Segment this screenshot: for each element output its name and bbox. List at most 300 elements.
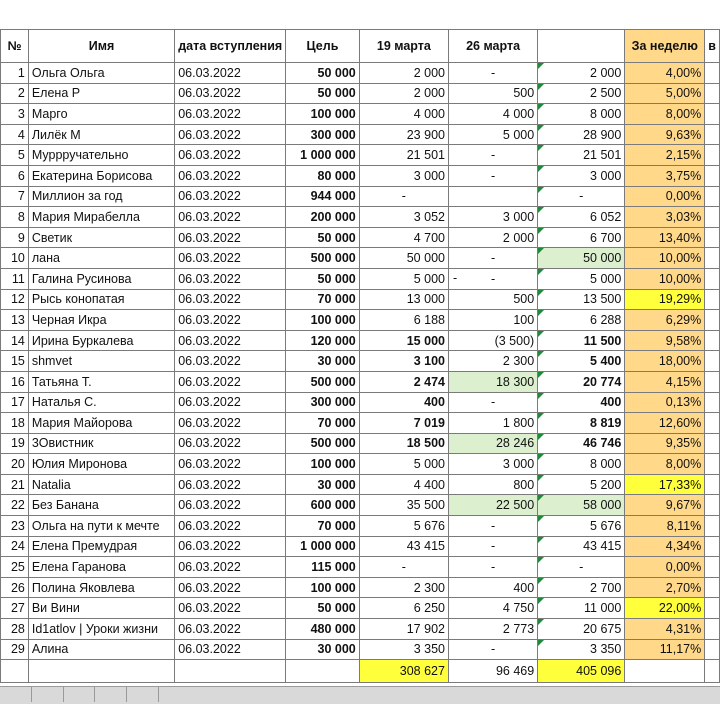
name-cell[interactable]: Алина (28, 639, 174, 660)
cut-cell[interactable] (705, 289, 720, 310)
cut-cell[interactable] (705, 351, 720, 372)
date-cell[interactable]: 06.03.2022 (175, 227, 286, 248)
cut-cell[interactable] (705, 371, 720, 392)
cut-cell[interactable] (705, 660, 720, 683)
empty-cell[interactable] (625, 660, 705, 683)
march19-cell[interactable]: 35 500 (359, 495, 448, 516)
name-cell[interactable]: Полина Яковлева (28, 577, 174, 598)
row-number-cell[interactable]: 25 (1, 557, 29, 578)
cut-cell[interactable] (705, 330, 720, 351)
table-row (1, 289, 720, 310)
march26-cell[interactable] (448, 186, 537, 207)
cut-cell[interactable] (705, 268, 720, 289)
march19-cell[interactable]: 2 474 (359, 371, 448, 392)
total-cell[interactable]: 2 500 (538, 83, 625, 104)
total-cell[interactable]: 2 700 (538, 577, 625, 598)
total-cell[interactable]: 6 052 (538, 207, 625, 228)
table-row (1, 330, 720, 351)
name-cell[interactable]: 3Овистник (28, 433, 174, 454)
table-row (1, 83, 720, 104)
date-cell[interactable]: 06.03.2022 (175, 63, 286, 84)
total-cell[interactable]: 3 000 (538, 165, 625, 186)
total-cell[interactable]: 58 000 (538, 495, 625, 516)
cut-cell[interactable] (705, 536, 720, 557)
header-goal[interactable]: Цель (286, 30, 360, 63)
date-cell[interactable]: 06.03.2022 (175, 145, 286, 166)
row-number-cell[interactable]: 12 (1, 289, 29, 310)
cut-cell[interactable] (705, 639, 720, 660)
header-name[interactable]: Имя (28, 30, 174, 63)
goal-cell[interactable]: 50 000 (286, 598, 360, 619)
total-cell[interactable]: 8 000 (538, 454, 625, 475)
row-number-cell[interactable]: 11 (1, 268, 29, 289)
week-percent-cell[interactable]: 4,15% (625, 371, 705, 392)
row-number-cell[interactable]: 7 (1, 186, 29, 207)
goal-cell[interactable]: 30 000 (286, 474, 360, 495)
name-cell[interactable]: Екатерина Борисова (28, 165, 174, 186)
cut-cell[interactable] (705, 474, 720, 495)
date-cell[interactable]: 06.03.2022 (175, 289, 286, 310)
march19-cell[interactable]: 5 676 (359, 516, 448, 537)
sheet-tab[interactable] (0, 687, 32, 702)
total-cell[interactable]: 2 000 (538, 63, 625, 84)
name-cell[interactable]: Ольга на пути к мечте (28, 516, 174, 537)
table-row (1, 351, 720, 372)
week-percent-cell[interactable]: 0,13% (625, 392, 705, 413)
table-row (1, 145, 720, 166)
name-cell[interactable]: Ирина Буркалева (28, 330, 174, 351)
week-percent-cell[interactable]: 4,00% (625, 63, 705, 84)
total-cell[interactable]: 21 501 (538, 145, 625, 166)
date-cell[interactable]: 06.03.2022 (175, 330, 286, 351)
week-percent-cell[interactable]: 11,17% (625, 639, 705, 660)
row-number-cell[interactable]: 28 (1, 619, 29, 640)
march19-cell[interactable]: 3 000 (359, 165, 448, 186)
goal-cell[interactable]: 50 000 (286, 227, 360, 248)
march19-cell[interactable]: 43 415 (359, 536, 448, 557)
row-number-cell[interactable]: 27 (1, 598, 29, 619)
march26-cell[interactable]: - (448, 63, 537, 84)
week-percent-cell[interactable]: 3,75% (625, 165, 705, 186)
date-cell[interactable]: 06.03.2022 (175, 413, 286, 434)
goal-cell[interactable]: 300 000 (286, 392, 360, 413)
header-row (1, 30, 720, 63)
date-cell[interactable]: 06.03.2022 (175, 186, 286, 207)
date-cell[interactable]: 06.03.2022 (175, 495, 286, 516)
march19-cell[interactable]: 18 500 (359, 433, 448, 454)
week-percent-cell[interactable]: 8,11% (625, 516, 705, 537)
total-cell[interactable]: 6 700 (538, 227, 625, 248)
total-cell[interactable]: 5 000 (538, 268, 625, 289)
march26-cell[interactable]: (3 500) (448, 330, 537, 351)
date-cell[interactable]: 06.03.2022 (175, 433, 286, 454)
cut-cell[interactable] (705, 310, 720, 331)
march26-cell[interactable]: 800 (448, 474, 537, 495)
march19-cell[interactable]: - (359, 186, 448, 207)
name-cell[interactable]: Id1atlov | Уроки жизни (28, 619, 174, 640)
cut-cell[interactable] (705, 145, 720, 166)
date-cell[interactable]: 06.03.2022 (175, 516, 286, 537)
name-cell[interactable]: Natalia (28, 474, 174, 495)
header-19-march[interactable]: 19 марта (359, 30, 448, 63)
march19-cell[interactable]: 13 000 (359, 289, 448, 310)
cut-cell[interactable] (705, 248, 720, 269)
name-cell[interactable]: Мария Мирабелла (28, 207, 174, 228)
cut-cell[interactable] (705, 124, 720, 145)
row-number-cell[interactable]: 6 (1, 165, 29, 186)
table-row (1, 63, 720, 84)
march19-cell[interactable]: 50 000 (359, 248, 448, 269)
goal-cell[interactable]: 200 000 (286, 207, 360, 228)
goal-cell[interactable]: 1 000 000 (286, 145, 360, 166)
row-number-cell[interactable]: 24 (1, 536, 29, 557)
march19-cell[interactable]: 4 700 (359, 227, 448, 248)
goal-cell[interactable]: 30 000 (286, 639, 360, 660)
march26-cell[interactable]: 2 000 (448, 227, 537, 248)
row-number-cell[interactable]: 9 (1, 227, 29, 248)
table-row (1, 516, 720, 537)
row-number-cell[interactable]: 1 (1, 63, 29, 84)
date-cell[interactable]: 06.03.2022 (175, 598, 286, 619)
header-week[interactable]: За неделю (625, 30, 705, 63)
march19-cell[interactable]: 3 350 (359, 639, 448, 660)
table-row (1, 598, 720, 619)
name-cell[interactable]: Елена Гаранова (28, 557, 174, 578)
total-cell[interactable]: 46 746 (538, 433, 625, 454)
table-row (1, 495, 720, 516)
cut-cell[interactable] (705, 227, 720, 248)
goal-cell[interactable]: 600 000 (286, 495, 360, 516)
march19-cell[interactable]: 21 501 (359, 145, 448, 166)
sheet-tabs-bar (0, 686, 720, 704)
march19-cell[interactable]: 5 000 (359, 454, 448, 475)
march19-cell[interactable]: 400 (359, 392, 448, 413)
table-row (1, 227, 720, 248)
empty-cell[interactable] (286, 660, 360, 683)
week-percent-cell[interactable]: 0,00% (625, 186, 705, 207)
march26-cell[interactable]: 3 000 (448, 207, 537, 228)
total-cell[interactable]: 11 500 (538, 330, 625, 351)
cut-cell[interactable] (705, 557, 720, 578)
date-cell[interactable]: 06.03.2022 (175, 392, 286, 413)
week-percent-cell[interactable]: 18,00% (625, 351, 705, 372)
week-percent-cell[interactable]: 9,67% (625, 495, 705, 516)
sheet-tab[interactable] (127, 687, 159, 702)
row-number-cell[interactable]: 23 (1, 516, 29, 537)
march19-cell[interactable]: 3 100 (359, 351, 448, 372)
march26-cell[interactable]: 5 000 (448, 124, 537, 145)
week-percent-cell[interactable]: 4,34% (625, 536, 705, 557)
total-cell[interactable]: 8 000 (538, 104, 625, 125)
week-percent-cell[interactable]: 0,00% (625, 557, 705, 578)
goal-cell[interactable]: 70 000 (286, 289, 360, 310)
week-percent-cell[interactable]: 13,40% (625, 227, 705, 248)
goal-cell[interactable]: 50 000 (286, 63, 360, 84)
name-cell[interactable]: Елена Р (28, 83, 174, 104)
date-cell[interactable]: 06.03.2022 (175, 639, 286, 660)
march26-cell[interactable]: 100 (448, 310, 537, 331)
row-number-cell[interactable]: 29 (1, 639, 29, 660)
week-percent-cell[interactable]: 2,15% (625, 145, 705, 166)
header-26-march[interactable]: 26 марта (448, 30, 537, 63)
march26-cell[interactable]: 1 800 (448, 413, 537, 434)
cut-cell[interactable] (705, 577, 720, 598)
name-cell[interactable]: shmvet (28, 351, 174, 372)
march19-cell[interactable]: 4 000 (359, 104, 448, 125)
cut-cell[interactable] (705, 598, 720, 619)
goal-cell[interactable]: 944 000 (286, 186, 360, 207)
total-cell[interactable]: 8 819 (538, 413, 625, 434)
march19-cell[interactable]: 4 400 (359, 474, 448, 495)
total-cell[interactable]: 3 350 (538, 639, 625, 660)
march26-cell[interactable]: - (448, 248, 537, 269)
week-percent-cell[interactable]: 19,29% (625, 289, 705, 310)
total-march19-cell[interactable]: 308 627 (359, 660, 448, 683)
row-number-cell[interactable]: 10 (1, 248, 29, 269)
row-number-cell[interactable]: 4 (1, 124, 29, 145)
goal-cell[interactable]: 50 000 (286, 268, 360, 289)
march26-cell[interactable] (448, 268, 537, 289)
name-cell[interactable]: Ви Вини (28, 598, 174, 619)
week-percent-cell[interactable]: 8,00% (625, 104, 705, 125)
date-cell[interactable]: 06.03.2022 (175, 104, 286, 125)
date-cell[interactable]: 06.03.2022 (175, 83, 286, 104)
date-cell[interactable]: 06.03.2022 (175, 536, 286, 557)
cut-cell[interactable] (705, 83, 720, 104)
name-cell[interactable]: лана (28, 248, 174, 269)
cut-cell[interactable] (705, 104, 720, 125)
week-percent-cell[interactable]: 22,00% (625, 598, 705, 619)
march26-cell[interactable]: 28 246 (448, 433, 537, 454)
week-percent-cell[interactable]: 3,03% (625, 207, 705, 228)
goal-cell[interactable]: 480 000 (286, 619, 360, 640)
march19-cell[interactable]: 6 188 (359, 310, 448, 331)
name-cell[interactable]: Мария Майорова (28, 413, 174, 434)
goal-cell[interactable]: 70 000 (286, 516, 360, 537)
week-percent-cell[interactable]: 4,31% (625, 619, 705, 640)
cut-cell[interactable] (705, 392, 720, 413)
empty-cell[interactable] (1, 660, 29, 683)
name-cell[interactable]: Миллион за год (28, 186, 174, 207)
name-cell[interactable]: Рысь конопатая (28, 289, 174, 310)
march19-cell[interactable]: 6 250 (359, 598, 448, 619)
name-cell[interactable]: Татьяна Т. (28, 371, 174, 392)
cut-cell[interactable] (705, 619, 720, 640)
date-cell[interactable]: 06.03.2022 (175, 577, 286, 598)
row-number-cell[interactable]: 18 (1, 413, 29, 434)
march19-cell[interactable]: 2 300 (359, 577, 448, 598)
name-cell[interactable]: Галина Русинова (28, 268, 174, 289)
name-cell[interactable]: Лилёк М (28, 124, 174, 145)
name-cell[interactable]: Светик (28, 227, 174, 248)
date-cell[interactable]: 06.03.2022 (175, 310, 286, 331)
row-number-cell[interactable]: 16 (1, 371, 29, 392)
table-row (1, 639, 720, 660)
empty-cell[interactable] (175, 660, 286, 683)
cut-cell[interactable] (705, 433, 720, 454)
march19-cell[interactable]: 17 902 (359, 619, 448, 640)
row-number-cell[interactable]: 26 (1, 577, 29, 598)
total-cell[interactable]: 6 288 (538, 310, 625, 331)
table-row (1, 454, 720, 475)
row-number-cell[interactable]: 14 (1, 330, 29, 351)
march19-cell[interactable]: 15 000 (359, 330, 448, 351)
table-row (1, 413, 720, 434)
cut-cell[interactable] (705, 413, 720, 434)
goal-cell[interactable]: 50 000 (286, 83, 360, 104)
total-cell[interactable]: - (538, 557, 625, 578)
week-percent-cell[interactable]: 12,60% (625, 413, 705, 434)
row-number-cell[interactable]: 8 (1, 207, 29, 228)
week-percent-cell[interactable]: 9,63% (625, 124, 705, 145)
sheet-tab[interactable] (64, 687, 96, 702)
sheet-tab[interactable] (32, 687, 64, 702)
date-cell[interactable]: 06.03.2022 (175, 454, 286, 475)
week-percent-cell[interactable]: 8,00% (625, 454, 705, 475)
goal-cell[interactable]: 100 000 (286, 454, 360, 475)
goal-cell[interactable]: 100 000 (286, 104, 360, 125)
date-cell[interactable]: 06.03.2022 (175, 124, 286, 145)
march19-cell[interactable]: 2 000 (359, 83, 448, 104)
week-percent-cell[interactable]: 2,70% (625, 577, 705, 598)
date-cell[interactable]: 06.03.2022 (175, 557, 286, 578)
goal-cell[interactable]: 120 000 (286, 330, 360, 351)
march26-cell[interactable]: - (448, 516, 537, 537)
name-cell[interactable]: Черная Икра (28, 310, 174, 331)
total-march26-cell[interactable]: 96 469 (448, 660, 537, 683)
total-cell[interactable]: 50 000 (538, 248, 625, 269)
date-cell[interactable]: 06.03.2022 (175, 619, 286, 640)
march26-cell[interactable]: - (448, 145, 537, 166)
row-number-cell[interactable]: 15 (1, 351, 29, 372)
name-cell[interactable]: Без Банана (28, 495, 174, 516)
date-cell[interactable]: 06.03.2022 (175, 351, 286, 372)
total-cell[interactable]: - (538, 186, 625, 207)
march26-cell[interactable]: - (448, 392, 537, 413)
march26-cell[interactable]: 3 000 (448, 454, 537, 475)
march26-cell[interactable]: 4 000 (448, 104, 537, 125)
march19-cell[interactable]: 23 900 (359, 124, 448, 145)
week-percent-cell[interactable]: 5,00% (625, 83, 705, 104)
total-cell[interactable]: 13 500 (538, 289, 625, 310)
march26-cell[interactable]: 500 (448, 83, 537, 104)
goal-cell[interactable]: 100 000 (286, 577, 360, 598)
row-number-cell[interactable]: 21 (1, 474, 29, 495)
march19-cell[interactable]: 5 000 (359, 268, 448, 289)
goal-cell[interactable]: 115 000 (286, 557, 360, 578)
march26-cell[interactable]: 2 300 (448, 351, 537, 372)
date-cell[interactable]: 06.03.2022 (175, 371, 286, 392)
march19-cell[interactable]: 7 019 (359, 413, 448, 434)
march19-cell[interactable]: - (359, 557, 448, 578)
header-no[interactable]: № (1, 30, 29, 63)
header-cut[interactable]: в (705, 30, 720, 63)
date-cell[interactable]: 06.03.2022 (175, 474, 286, 495)
row-number-cell[interactable]: 22 (1, 495, 29, 516)
row-number-cell[interactable]: 2 (1, 83, 29, 104)
cut-cell[interactable] (705, 516, 720, 537)
goal-cell[interactable]: 80 000 (286, 165, 360, 186)
total-cell[interactable]: 28 900 (538, 124, 625, 145)
row-number-cell[interactable]: 20 (1, 454, 29, 475)
name-cell[interactable]: Елена Премудрая (28, 536, 174, 557)
goal-cell[interactable]: 100 000 (286, 310, 360, 331)
goal-cell[interactable]: 300 000 (286, 124, 360, 145)
total-cell[interactable]: 43 415 (538, 536, 625, 557)
date-cell[interactable]: 06.03.2022 (175, 165, 286, 186)
goal-cell[interactable]: 1 000 000 (286, 536, 360, 557)
week-percent-cell[interactable]: 9,35% (625, 433, 705, 454)
row-number-cell[interactable]: 17 (1, 392, 29, 413)
header-blank[interactable] (538, 30, 625, 63)
name-cell[interactable]: Муррручательно (28, 145, 174, 166)
march26-cell[interactable]: 500 (448, 289, 537, 310)
row-number-cell[interactable]: 19 (1, 433, 29, 454)
cut-cell[interactable] (705, 186, 720, 207)
empty-cell[interactable] (28, 660, 174, 683)
cut-cell[interactable] (705, 165, 720, 186)
cut-cell[interactable] (705, 454, 720, 475)
march26-cell[interactable]: 2 773 (448, 619, 537, 640)
march19-cell[interactable]: 2 000 (359, 63, 448, 84)
row-number-cell[interactable]: 5 (1, 145, 29, 166)
march26-cell[interactable]: - (448, 639, 537, 660)
total-cell[interactable]: 20 774 (538, 371, 625, 392)
week-percent-cell[interactable]: 10,00% (625, 248, 705, 269)
march26-cell[interactable]: - (448, 557, 537, 578)
week-percent-cell[interactable]: 10,00% (625, 268, 705, 289)
row-number-cell[interactable]: 13 (1, 310, 29, 331)
march26-cell[interactable]: 18 300 (448, 371, 537, 392)
week-percent-cell[interactable]: 17,33% (625, 474, 705, 495)
totals-row (1, 660, 720, 683)
name-cell[interactable]: Юлия Миронова (28, 454, 174, 475)
sheet-tab[interactable] (95, 687, 127, 702)
goal-cell[interactable]: 30 000 (286, 351, 360, 372)
march26-cell[interactable]: 22 500 (448, 495, 537, 516)
row-number-cell[interactable]: 3 (1, 104, 29, 125)
week-percent-cell[interactable]: 9,58% (625, 330, 705, 351)
total-cell[interactable]: 5 400 (538, 351, 625, 372)
cut-cell[interactable] (705, 63, 720, 84)
goal-cell[interactable]: 500 000 (286, 433, 360, 454)
total-cell[interactable]: 5 200 (538, 474, 625, 495)
date-cell[interactable]: 06.03.2022 (175, 207, 286, 228)
goal-cell[interactable]: 500 000 (286, 248, 360, 269)
goal-cell[interactable]: 70 000 (286, 413, 360, 434)
date-cell[interactable]: 06.03.2022 (175, 268, 286, 289)
cut-cell[interactable] (705, 495, 720, 516)
march26-cell[interactable]: - (448, 536, 537, 557)
march19-cell[interactable]: 3 052 (359, 207, 448, 228)
total-cell[interactable]: 400 (538, 392, 625, 413)
name-cell[interactable]: Наталья С. (28, 392, 174, 413)
week-percent-cell[interactable]: 6,29% (625, 310, 705, 331)
date-cell[interactable]: 06.03.2022 (175, 248, 286, 269)
grand-total-cell[interactable]: 405 096 (538, 660, 625, 683)
goal-cell[interactable]: 500 000 (286, 371, 360, 392)
march26-cell[interactable]: 4 750 (448, 598, 537, 619)
name-cell[interactable]: Марго (28, 104, 174, 125)
cut-cell[interactable] (705, 207, 720, 228)
march26-cell[interactable]: 400 (448, 577, 537, 598)
total-cell[interactable]: 5 676 (538, 516, 625, 537)
header-date[interactable]: дата вступления (175, 30, 286, 63)
name-cell[interactable]: Ольга Ольга (28, 63, 174, 84)
total-cell[interactable]: 11 000 (538, 598, 625, 619)
total-cell[interactable]: 20 675 (538, 619, 625, 640)
march26-cell[interactable]: - (448, 165, 537, 186)
